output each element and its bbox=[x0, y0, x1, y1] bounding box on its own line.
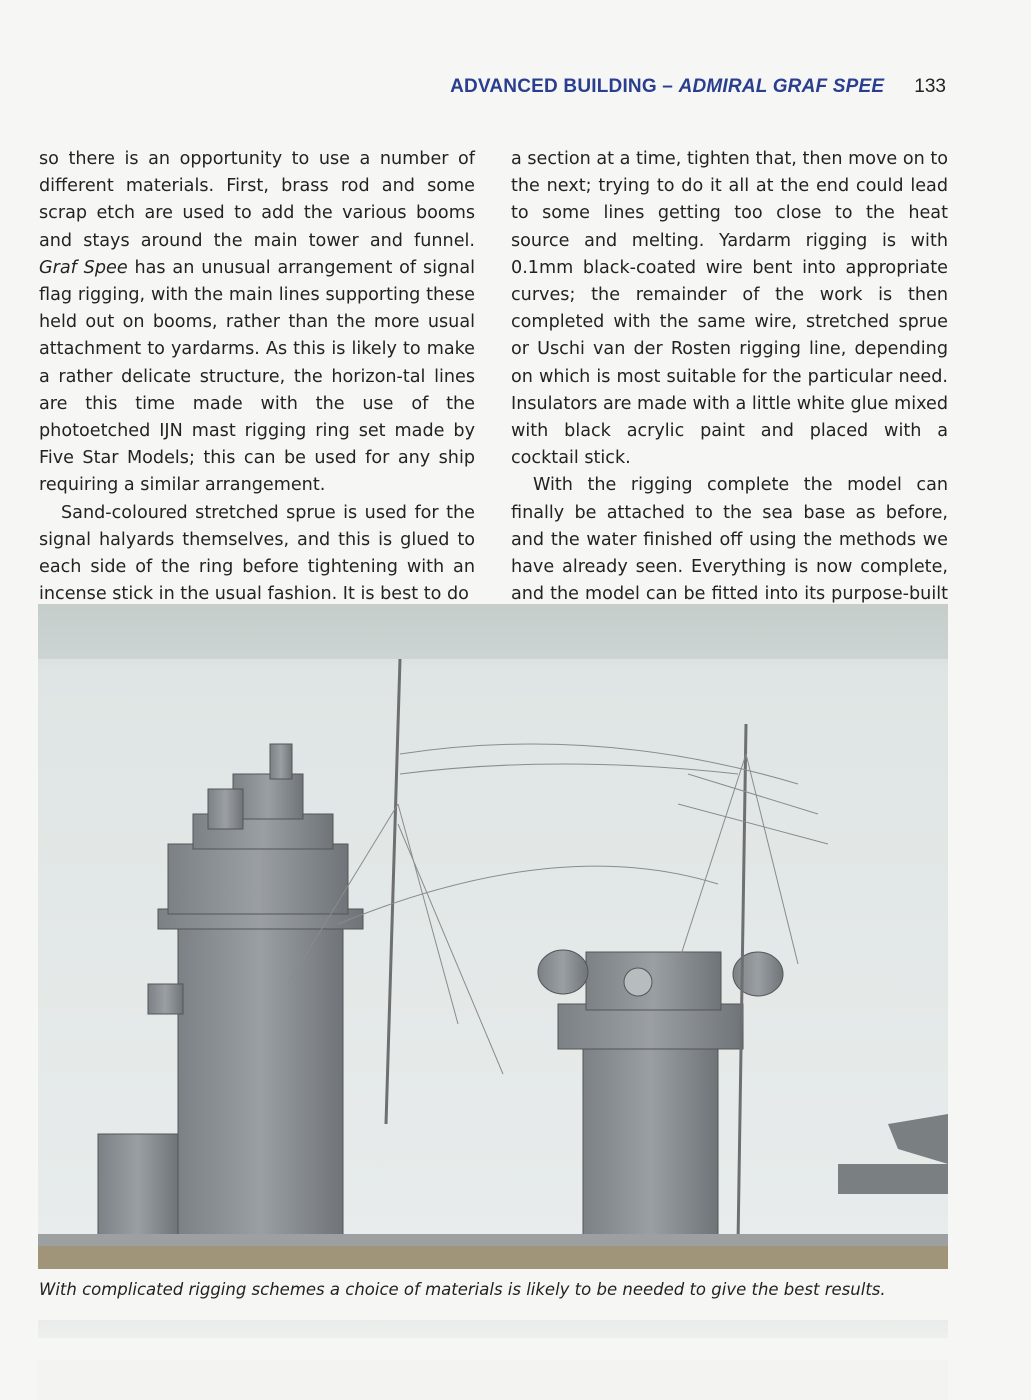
section-title bbox=[450, 76, 884, 98]
left-column bbox=[39, 146, 475, 608]
left-p1-text-b: has an unusual arrangement of signal flag rigging, with the main lines supporting these held out on booms, rather than the more usual attachment to yardarms. As this is likely to make a rather delicate structure, the horizon-tal lines are this time made with the use of the photoetched IJN mast rigging ring set made by Five Star Models; this can be used for any ship requiring a similar arrangement. bbox=[39, 257, 476, 496]
right-paragraph-1: a section at a time, tighten that, then move on to the next; trying to do it all at the end could lead to some lines getting too close to the heat source and melting. Yardarm rigging is with 0.1mm black-coated wire bent into appropriate curves; the remainder of the work is then completed with the same wire, stretched sprue or Uschi van der Rosten rigging line, depending on which is most suitable for the particular need. Insulators are made with a little white glue mixed with black acrylic paint and placed with a cocktail stick. bbox=[511, 149, 948, 469]
left-paragraph-1 bbox=[39, 146, 475, 500]
page-bottom-margin bbox=[38, 1360, 948, 1400]
page-number: 133 bbox=[914, 76, 946, 97]
left-p1-text-a: so there is an opportunity to use a number of different materials. First, brass rod and some scrap etch are used to add the various booms and stays around the main tower and funnel. bbox=[39, 149, 475, 251]
left-paragraph-2: Sand-coloured stretched sprue is used for the signal halyards themselves, and this is glued to each side of the ring before tightening with an incense stick in the usual fashion. It is best to do bbox=[39, 502, 475, 605]
section-title-italic: ADMIRAL GRAF SPEE bbox=[678, 76, 885, 97]
ship-model-photo bbox=[38, 604, 948, 1269]
caption-band bbox=[38, 1320, 948, 1338]
section-title-plain: ADVANCED BUILDING – bbox=[450, 76, 679, 97]
ship-name-italic: Graf Spee bbox=[39, 257, 128, 278]
right-paragraph-2: With the rigging complete the model can finally be attached to the sea base as before, and the water finished off using the methods we have already seen. Everything is now complete, and the model can be fitted into its purpose-built bbox=[511, 475, 948, 605]
running-header bbox=[0, 74, 946, 100]
photo-caption: With complicated rigging schemes a choice of materials is likely to be needed to give the best results. bbox=[39, 1280, 886, 1299]
ship-model-illustration bbox=[38, 604, 948, 1269]
right-column bbox=[511, 146, 948, 636]
